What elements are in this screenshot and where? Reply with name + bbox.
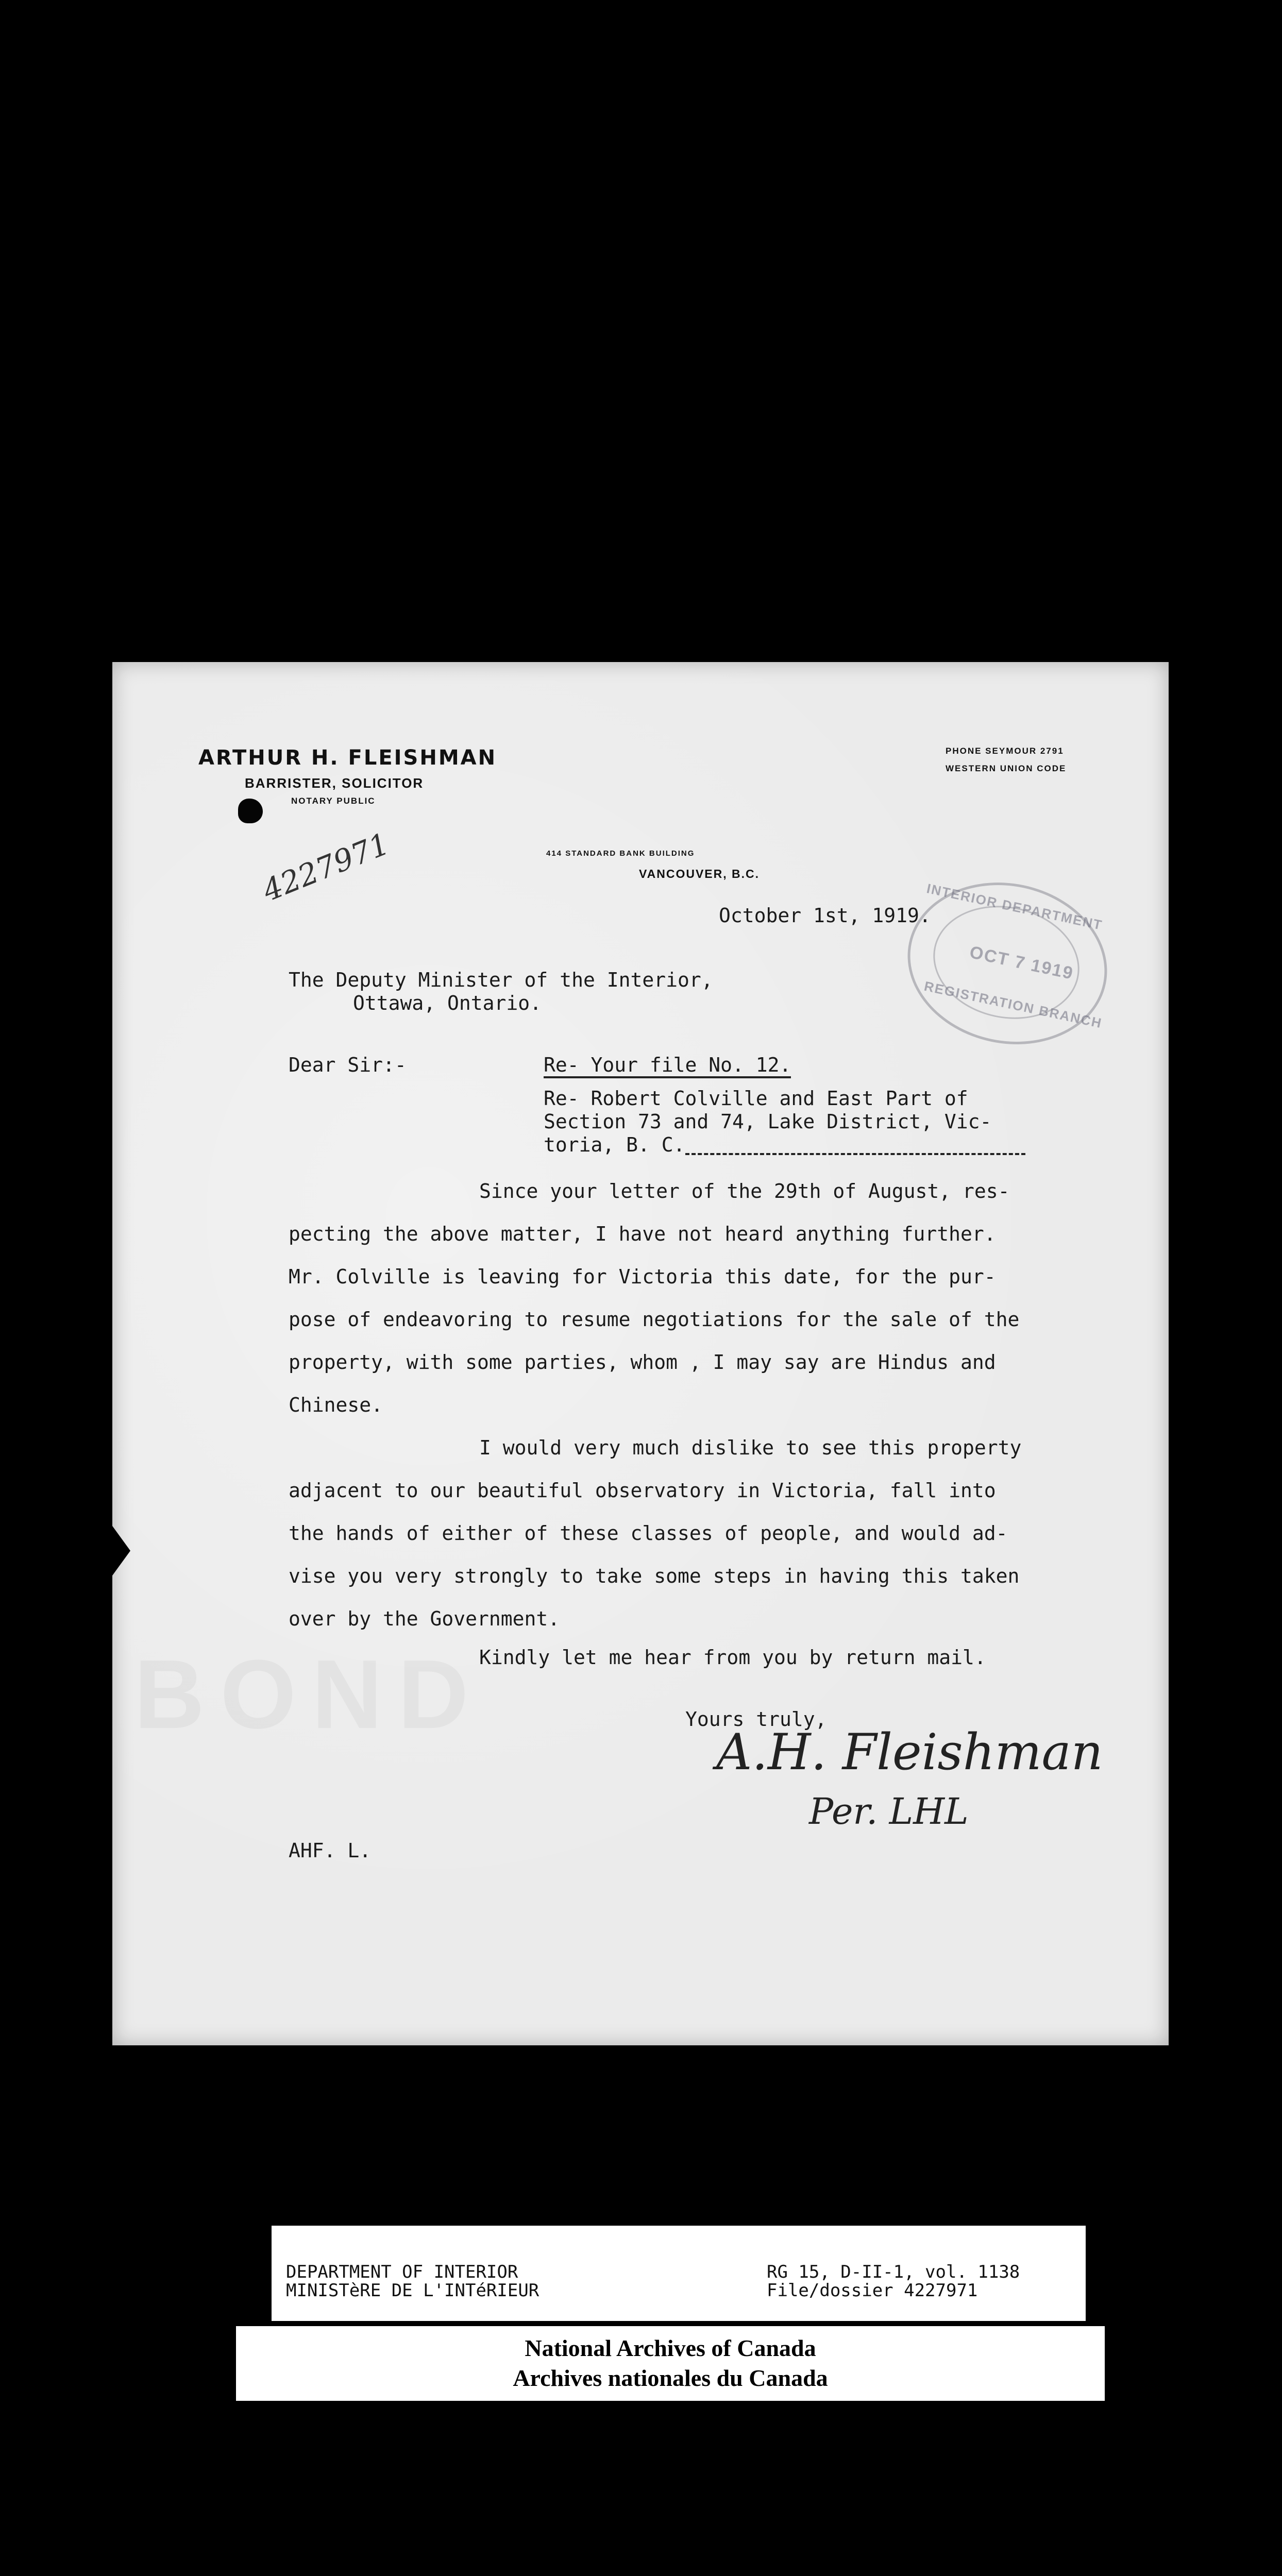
archive-dept-fr: MINISTèRE DE L'INTéRIEUR [286,2280,539,2301]
recipient-line-1: The Deputy Minister of the Interior, [289,969,713,991]
letterhead-subtitle: NOTARY PUBLIC [291,796,376,806]
recipient-line-2: Ottawa, Ontario. [353,992,542,1014]
archive-ref: RG 15, D-II-1, vol. 1138 [767,2262,1020,2282]
letter-date: October 1st, 1919. [719,904,931,927]
handwritten-file-number: 4227971 [258,826,394,909]
letterhead-code: WESTERN UNION CODE [946,764,1067,773]
closing: Yours truly, [685,1708,827,1731]
paper-watermark [134,1638,484,1751]
signature: A.H. Fleishman [716,1723,1103,1781]
re-subject-line-3: toria, B. C. [544,1133,685,1156]
archives-banner-en: National Archives of Canada [525,2335,816,2361]
body-line: property, with some parties, whom , I may say are Hindus and [289,1351,996,1374]
ink-blot [238,799,263,823]
re-dashed-rule [685,1153,1025,1155]
re-subject-line-2: Section 73 and 74, Lake District, Vic- [544,1110,992,1133]
re-subject-line-1: Re- Robert Colville and East Part of [544,1087,968,1110]
archives-banner-fr: Archives nationales du Canada [513,2365,828,2391]
archive-dept-en: DEPARTMENT OF INTERIOR [286,2262,518,2282]
salutation: Dear Sir:- [289,1054,407,1076]
body-line: pose of endeavoring to resume negotiations for the sale of the [289,1308,1020,1331]
body-line: Mr. Colville is leaving for Victoria this date, for the pur- [289,1265,996,1288]
body-line: pecting the above matter, I have not heard anything further. [289,1223,996,1245]
page-notch [110,1522,130,1579]
archive-file: File/dossier 4227971 [767,2280,978,2301]
letterhead-name: ARTHUR H. FLEISHMAN [198,746,497,770]
body-line: Since your letter of the 29th of August, res- [479,1180,1010,1202]
body-line: adjacent to our beautiful observatory in Victoria, fall into [289,1479,996,1502]
letterhead-title: BARRISTER, SOLICITOR [245,775,424,791]
letterhead-address: 414 STANDARD BANK BUILDING [546,849,695,858]
body-line: Kindly let me hear from you by return mail. [479,1646,986,1669]
body-line: vise you very strongly to take some steps in having this taken [289,1565,1020,1587]
signature-per: Per. LHL [809,1790,969,1833]
typist-initials: AHF. L. [289,1839,372,1862]
stamp-date: OCT 7 1919 [968,942,1076,984]
stamp-text-top: INTERIOR DEPARTMENT [925,880,1104,933]
body-line: Chinese. [289,1394,383,1416]
body-line: over by the Government. [289,1607,560,1630]
letterhead-phone: PHONE SEYMOUR 2791 [946,746,1064,756]
body-line: I would very much dislike to see this property [479,1436,1022,1459]
body-line: the hands of either of these classes of people, and would ad- [289,1522,1008,1545]
re-file-line: Re- Your file No. 12. [544,1054,791,1078]
letterhead-city: VANCOUVER, B.C. [639,867,760,880]
stamp-text-bottom: REGISTRATION BRANCH [922,978,1104,1031]
